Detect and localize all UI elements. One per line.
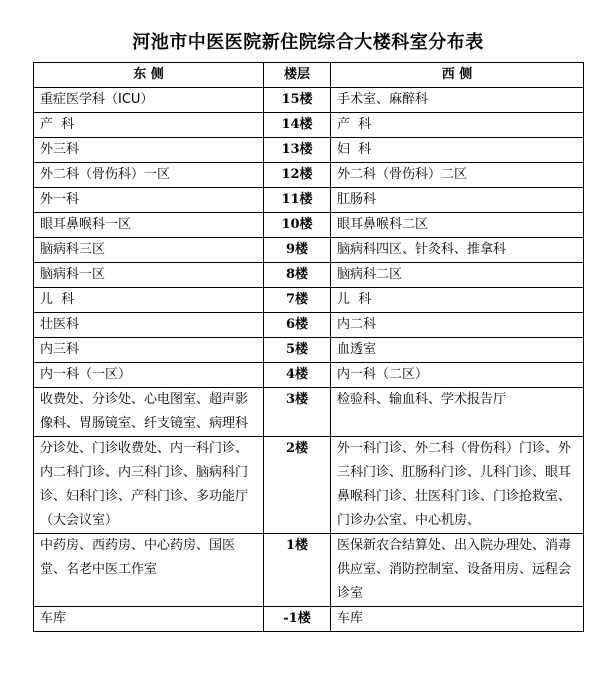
west-cell: 妇 科 (331, 138, 584, 163)
header-west: 西 侧 (331, 63, 584, 88)
floor-cell: 1楼 (264, 534, 331, 607)
floor-cell: 13楼 (264, 138, 331, 163)
east-cell: 脑病科三区 (34, 238, 264, 263)
east-cell: 外一科 (34, 188, 264, 213)
west-cell: 血透室 (331, 338, 584, 363)
west-cell: 内二科 (331, 313, 584, 338)
table-row (34, 238, 584, 263)
floor-cell: 15楼 (264, 88, 331, 113)
west-cell: 检验科、输血科、学术报告厅 (331, 388, 584, 437)
floor-cell: 10楼 (264, 213, 331, 238)
header-floor: 楼层 (264, 63, 331, 88)
floor-cell: 4楼 (264, 363, 331, 388)
table-row (34, 363, 584, 388)
east-cell: 车库 (34, 607, 264, 632)
department-table (33, 62, 584, 632)
floor-cell: -1楼 (264, 607, 331, 632)
table-row (34, 338, 584, 363)
table-row (34, 88, 584, 113)
east-cell: 收费处、分诊处、心电图室、超声影像科、胃肠镜室、纤支镜室、病理科 (34, 388, 264, 437)
west-cell: 外一科门诊、外二科（骨伤科）门诊、外三科门诊、肛肠科门诊、儿科门诊、眼耳鼻喉科门诊、壮医科门诊、门诊抢救室、门诊办公室、中心机房、 (331, 437, 584, 534)
floor-cell: 3楼 (264, 388, 331, 437)
west-cell: 肛肠科 (331, 188, 584, 213)
west-cell: 脑病科二区 (331, 263, 584, 288)
east-cell: 内一科（一区） (34, 363, 264, 388)
table-row (34, 388, 584, 437)
west-cell: 车库 (331, 607, 584, 632)
floor-cell: 11楼 (264, 188, 331, 213)
west-cell: 脑病科四区、针灸科、推拿科 (331, 238, 584, 263)
floor-cell: 6楼 (264, 313, 331, 338)
east-cell: 眼耳鼻喉科一区 (34, 213, 264, 238)
table-row (34, 113, 584, 138)
table-row (34, 437, 584, 534)
east-cell: 外三科 (34, 138, 264, 163)
floor-cell: 5楼 (264, 338, 331, 363)
floor-cell: 2楼 (264, 437, 331, 534)
west-cell: 内一科（二区） (331, 363, 584, 388)
west-cell: 手术室、麻醉科 (331, 88, 584, 113)
table-row (34, 607, 584, 632)
east-cell: 内三科 (34, 338, 264, 363)
east-cell: 重症医学科（ICU） (34, 88, 264, 113)
floor-cell: 12楼 (264, 163, 331, 188)
header-east: 东 侧 (34, 63, 264, 88)
east-cell: 外二科（骨伤科）一区 (34, 163, 264, 188)
west-cell: 医保新农合结算处、出入院办理处、消毒供应室、消防控制室、设备用房、远程会诊室 (331, 534, 584, 607)
floor-cell: 7楼 (264, 288, 331, 313)
table-row (34, 288, 584, 313)
floor-cell: 14楼 (264, 113, 331, 138)
table-header-row (34, 63, 584, 88)
east-cell: 中药房、西药房、中心药房、国医堂、名老中医工作室 (34, 534, 264, 607)
page-title: 河池市中医医院新住院综合大楼科室分布表 (132, 32, 484, 53)
west-cell: 产 科 (331, 113, 584, 138)
table-row (34, 534, 584, 607)
floor-cell: 8楼 (264, 263, 331, 288)
east-cell: 壮医科 (34, 313, 264, 338)
table-row (34, 313, 584, 338)
west-cell: 外二科（骨伤科）二区 (331, 163, 584, 188)
table-row (34, 188, 584, 213)
table-row (34, 163, 584, 188)
table-row (34, 263, 584, 288)
table-row (34, 138, 584, 163)
west-cell: 眼耳鼻喉科二区 (331, 213, 584, 238)
east-cell: 产 科 (34, 113, 264, 138)
floor-cell: 9楼 (264, 238, 331, 263)
table-row (34, 213, 584, 238)
west-cell: 儿 科 (331, 288, 584, 313)
east-cell: 儿 科 (34, 288, 264, 313)
east-cell: 脑病科一区 (34, 263, 264, 288)
east-cell: 分诊处、门诊收费处、内一科门诊、内二科门诊、内三科门诊、脑病科门诊、妇科门诊、产科门诊、多功能厅（大会议室） (34, 437, 264, 534)
